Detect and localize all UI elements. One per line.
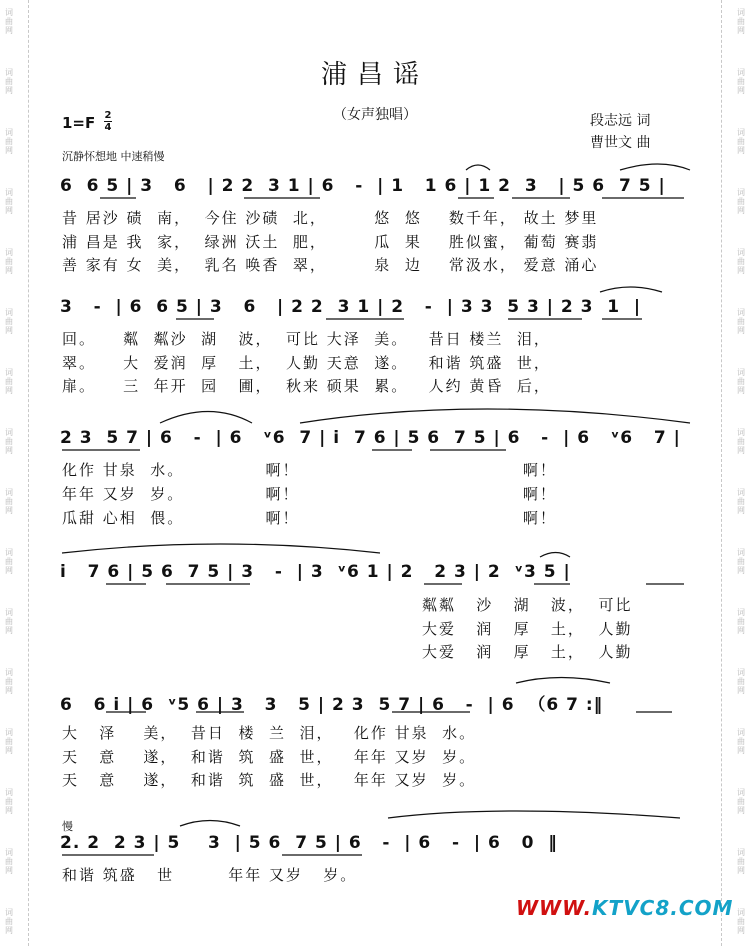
- watermark-text: 词 曲 网: [5, 68, 13, 95]
- watermark-text: 词 曲 网: [737, 788, 745, 815]
- lyric-line-3-3: 瓜甜 心相 偎。 啊！ 啊！: [62, 509, 557, 527]
- watermark-text: 词 曲 网: [5, 8, 13, 35]
- watermark-text: 词 曲 网: [737, 488, 745, 515]
- lyric-line-2-3: 扉。 三 年开 园 圃， 秋来 硕果 累。 人约 黄昏 后，: [62, 377, 551, 395]
- watermark-text: 词 曲 网: [5, 188, 13, 215]
- slur: [160, 412, 252, 424]
- slur: [620, 164, 690, 170]
- watermark-text: 词 曲 网: [5, 548, 13, 575]
- lyric-line-6-1: 和谐 筑盛 世 年年 又岁 岁。: [62, 866, 358, 884]
- watermark-text: 词 曲 网: [737, 908, 745, 935]
- watermark-text: 词 曲 网: [5, 368, 13, 395]
- notation-line-5: 6 6 i | 6 ᵛ5 6 | 3 3 5 | 2 3 5 7 | 6 - | 6 （6 7 :‖: [60, 695, 604, 715]
- site-logo: WWW.KTVC8.COM: [516, 896, 734, 920]
- notation-line-2: 3 - | 6 6 5 | 3 6 | 2 2 3 1 | 2 - | 3 3 5 3 | 2 3 1 |: [60, 297, 642, 317]
- watermark-text: 词 曲 网: [5, 668, 13, 695]
- watermark-text: 词 曲 网: [737, 188, 745, 215]
- watermark-text: 词 曲 网: [737, 848, 745, 875]
- watermark-text: 词 曲 网: [737, 68, 745, 95]
- watermark-text: 词 曲 网: [737, 8, 745, 35]
- lyric-line-2-1: 回。 粼 粼沙 湖 波， 可比 大泽 美。 昔日 楼兰 泪，: [62, 330, 551, 348]
- lyricist-credit: 段志远 词: [590, 113, 651, 129]
- notation-line-3: 2 3 5 7 | 6 - | 6 ᵛ6 7 | i 7 6 | 5 6 7 5 | 6 - | 6 ᵛ6 7 |: [60, 428, 681, 448]
- watermark-text: 词 曲 网: [5, 728, 13, 755]
- notation-line-6: 2. 2 2 3 | 5 3 | 5 6 7 5 | 6 - | 6 - | 6 0 ‖: [60, 833, 558, 853]
- watermark-text: 词 曲 网: [737, 128, 745, 155]
- lyric-line-1-3: 善 家有 女 美， 乳名 唤香 翠， 泉 边 常汲水， 爱意 涌心: [62, 256, 599, 274]
- song-subtitle: （女声独唱）: [333, 107, 417, 123]
- watermark-text: 词 曲 网: [737, 428, 745, 455]
- lyric-line-4-2: 大爱 润 厚 土， 人勤: [422, 620, 633, 638]
- lyric-line-4-3: 大爱 润 厚 土， 人勤: [422, 643, 633, 661]
- lyric-line-5-1: 大 泽 美， 昔日 楼 兰 泪， 化作 甘泉 水。: [62, 724, 477, 742]
- lyric-line-3-1: 化作 甘泉 水。 啊！ 啊！: [62, 461, 557, 479]
- lyric-line-2-2: 翠。 大 爱润 厚 土， 人勤 天意 遂。 和谐 筑盛 世，: [62, 354, 551, 372]
- lyric-line-1-1: 昔 居沙 碛 南， 今住 沙碛 北， 悠 悠 数千年， 故土 梦里: [62, 209, 599, 227]
- song-title: 浦昌谣: [320, 60, 429, 90]
- slow-marking: 慢: [62, 820, 73, 833]
- notation-line-4: i 7 6 | 5 6 7 5 | 3 - | 3 ᵛ6 1 | 2 2 3 | 2 ᵛ3 5 |: [60, 562, 571, 582]
- key-signature: 1=F: [62, 114, 96, 132]
- lyric-line-3-2: 年年 又岁 岁。 啊！ 啊！: [62, 485, 557, 503]
- slur: [180, 821, 240, 827]
- slur: [516, 678, 610, 684]
- lyric-line-5-2: 天 意 遂， 和谐 筑 盛 世， 年年 又岁 岁。: [62, 748, 477, 766]
- watermark-text: 词 曲 网: [737, 368, 745, 395]
- watermark-text: 词 曲 网: [737, 548, 745, 575]
- slur: [300, 409, 690, 423]
- composer-credit: 曹世文 曲: [590, 135, 651, 151]
- slur: [466, 165, 490, 170]
- slur: [600, 287, 662, 292]
- lyric-line-5-3: 天 意 遂， 和谐 筑 盛 世， 年年 又岁 岁。: [62, 771, 477, 789]
- lyric-line-4-1: 粼粼 沙 湖 波， 可比: [422, 596, 633, 614]
- watermark-text: 词 曲 网: [5, 608, 13, 635]
- watermark-text: 词 曲 网: [5, 248, 13, 275]
- slur: [388, 811, 680, 818]
- watermark-text: 词 曲 网: [737, 728, 745, 755]
- watermark-text: 词 曲 网: [5, 308, 13, 335]
- watermark-text: 词 曲 网: [5, 428, 13, 455]
- watermark-text: 词 曲 网: [737, 608, 745, 635]
- watermark-text: 词 曲 网: [737, 308, 745, 335]
- watermark-text: 词 曲 网: [5, 488, 13, 515]
- watermark-text: 词 曲 网: [5, 128, 13, 155]
- lyric-line-1-2: 浦 昌是 我 家， 绿洲 沃土 肥， 瓜 果 胜似蜜， 葡萄 赛翡: [62, 233, 599, 251]
- watermark-text: 词 曲 网: [5, 908, 13, 935]
- slur: [62, 544, 380, 553]
- tempo-marking: 沉静怀想地 中速稍慢: [62, 150, 165, 163]
- time-signature: 2 4: [104, 110, 112, 133]
- watermark-text: 词 曲 网: [737, 668, 745, 695]
- watermark-text: 词 曲 网: [737, 248, 745, 275]
- watermark-text: 词 曲 网: [5, 848, 13, 875]
- slur: [540, 553, 570, 558]
- notation-line-1: 6 6 5 | 3 6 | 2 2 3 1 | 6 - | 1 1 6 | 1 2 3 | 5 6 7 5 |: [60, 176, 666, 196]
- watermark-text: 词 曲 网: [5, 788, 13, 815]
